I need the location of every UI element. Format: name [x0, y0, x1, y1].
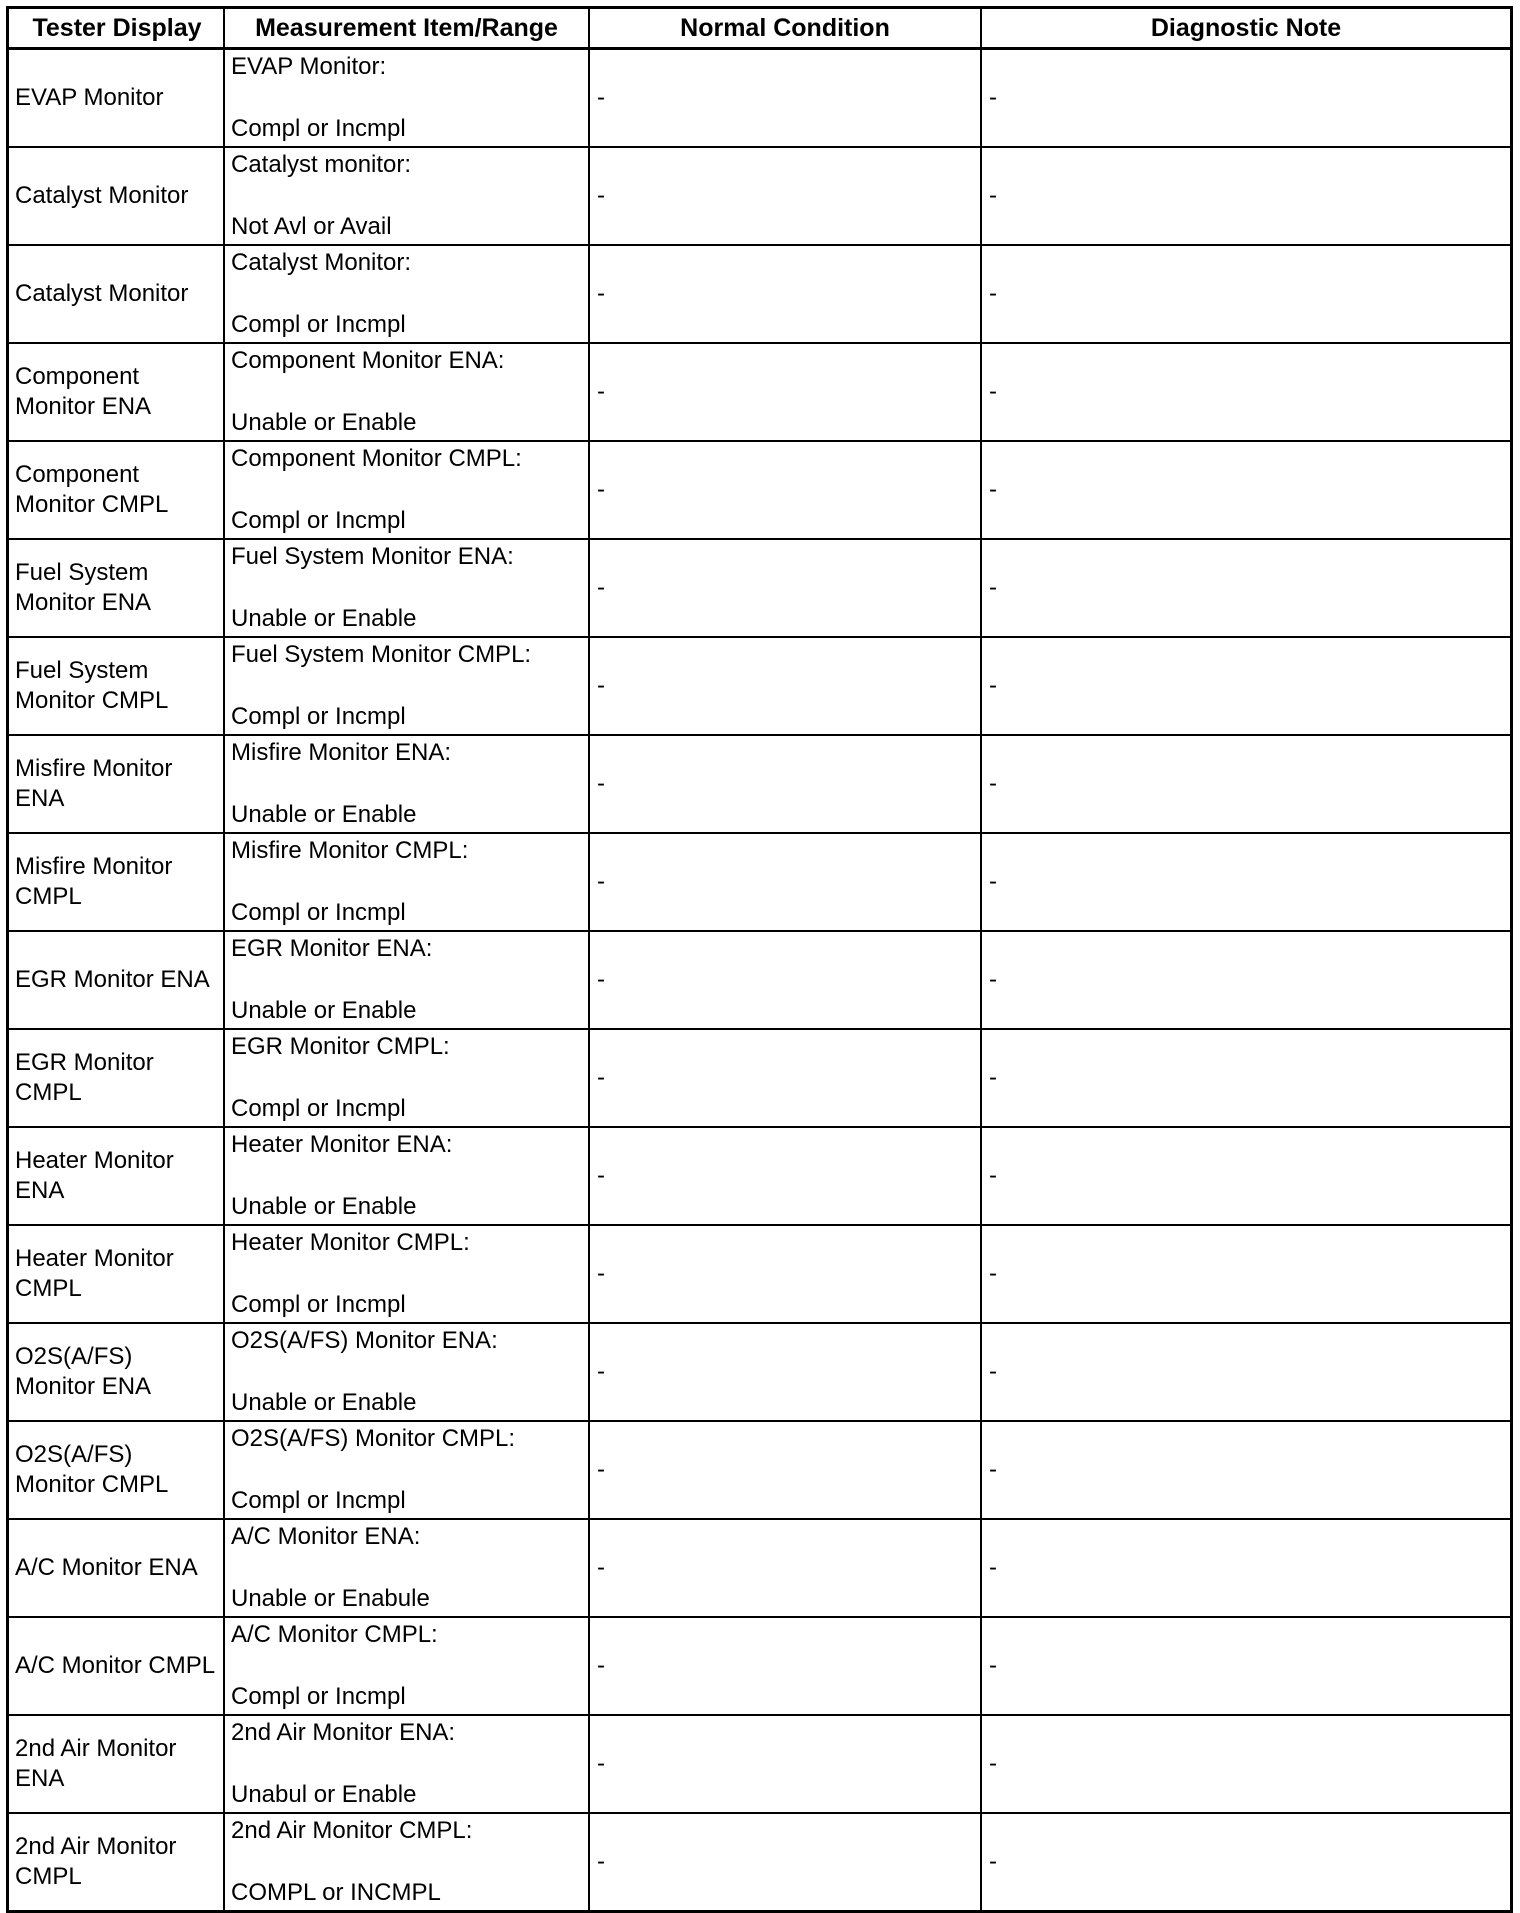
measurement-item-cell — [224, 833, 589, 931]
diagnostic-note-cell: - — [981, 1519, 1512, 1617]
table-row — [8, 1421, 1512, 1519]
tester-display-cell: Misfire Monitor ENA — [8, 735, 225, 833]
tester-display-cell: EGR Monitor CMPL — [8, 1029, 225, 1127]
normal-condition-cell: - — [589, 539, 981, 637]
table-row — [8, 343, 1512, 441]
normal-condition-cell: - — [589, 1029, 981, 1127]
tester-display-cell: Catalyst Monitor — [8, 245, 225, 343]
measurement-range: Unabul or Enable — [231, 1781, 417, 1808]
diagnostic-note-cell: - — [981, 1127, 1512, 1225]
table-row — [8, 1225, 1512, 1323]
tester-display-cell: Fuel System Monitor CMPL — [8, 637, 225, 735]
measurement-item-label: Catalyst monitor: — [231, 151, 412, 178]
table-row — [8, 637, 1512, 735]
measurement-item-cell — [224, 1715, 589, 1813]
measurement-range: Compl or Incmpl — [231, 507, 406, 534]
measurement-item-cell — [224, 637, 589, 735]
diagnostic-note-cell: - — [981, 1029, 1512, 1127]
measurement-item-label: 2nd Air Monitor ENA: — [231, 1719, 456, 1746]
measurement-range: Compl or Incmpl — [231, 1291, 406, 1318]
diagnostic-note-cell: - — [981, 147, 1512, 245]
measurement-item-label: Component Monitor CMPL: — [231, 445, 522, 472]
measurement-item-cell — [224, 539, 589, 637]
measurement-item-cell — [224, 49, 589, 148]
measurement-item-cell — [224, 1323, 589, 1421]
table-body — [8, 49, 1512, 1912]
measurement-range: Unable or Enable — [231, 605, 417, 632]
measurement-range: COMPL or INCMPL — [231, 1879, 441, 1906]
measurement-item-label: A/C Monitor ENA: — [231, 1523, 421, 1550]
normal-condition-cell: - — [589, 441, 981, 539]
diagnostic-note-cell: - — [981, 1323, 1512, 1421]
normal-condition-cell: - — [589, 833, 981, 931]
measurement-range: Compl or Incmpl — [231, 1095, 406, 1122]
tester-display-cell: Heater Monitor CMPL — [8, 1225, 225, 1323]
tester-display-cell: Fuel System Monitor ENA — [8, 539, 225, 637]
measurement-item-cell — [224, 441, 589, 539]
measurement-item-label: EVAP Monitor: — [231, 53, 387, 80]
normal-condition-cell: - — [589, 1127, 981, 1225]
measurement-item-cell — [224, 245, 589, 343]
table-row — [8, 441, 1512, 539]
tester-display-cell: 2nd Air Monitor ENA — [8, 1715, 225, 1813]
tester-display-cell: A/C Monitor ENA — [8, 1519, 225, 1617]
table-row — [8, 1127, 1512, 1225]
normal-condition-cell: - — [589, 637, 981, 735]
diagnostic-note-cell: - — [981, 1225, 1512, 1323]
measurement-item-cell — [224, 147, 589, 245]
tester-display-cell: Component Monitor ENA — [8, 343, 225, 441]
table-row — [8, 1617, 1512, 1715]
measurement-item-label: Catalyst Monitor: — [231, 249, 412, 276]
diagnostic-note-cell: - — [981, 245, 1512, 343]
table-row — [8, 735, 1512, 833]
measurement-range: Not Avl or Avail — [231, 213, 392, 240]
measurement-item-label: O2S(A/FS) Monitor CMPL: — [231, 1425, 516, 1452]
measurement-item-label: EGR Monitor CMPL: — [231, 1033, 450, 1060]
header-diagnostic-note: Diagnostic Note — [981, 8, 1512, 49]
measurement-item-cell — [224, 343, 589, 441]
normal-condition-cell: - — [589, 49, 981, 148]
diagnostic-note-cell: - — [981, 931, 1512, 1029]
measurement-item-cell — [224, 1813, 589, 1912]
table-row — [8, 931, 1512, 1029]
table-header-row — [8, 8, 1512, 49]
measurement-item-label: Fuel System Monitor ENA: — [231, 543, 514, 570]
measurement-item-cell — [224, 1029, 589, 1127]
measurement-range: Compl or Incmpl — [231, 1683, 406, 1710]
measurement-item-label: 2nd Air Monitor CMPL: — [231, 1817, 473, 1844]
tester-display-cell: 2nd Air Monitor CMPL — [8, 1813, 225, 1912]
diagnostic-note-cell: - — [981, 441, 1512, 539]
table-row — [8, 1813, 1512, 1912]
measurement-item-label: O2S(A/FS) Monitor ENA: — [231, 1327, 498, 1354]
normal-condition-cell: - — [589, 1617, 981, 1715]
normal-condition-cell: - — [589, 1715, 981, 1813]
diagnostic-note-cell: - — [981, 49, 1512, 148]
tester-display-cell: A/C Monitor CMPL — [8, 1617, 225, 1715]
normal-condition-cell: - — [589, 1519, 981, 1617]
tester-display-cell: EGR Monitor ENA — [8, 931, 225, 1029]
diagnostic-note-cell: - — [981, 735, 1512, 833]
measurement-range: Unable or Enable — [231, 997, 417, 1024]
measurement-range: Compl or Incmpl — [231, 899, 406, 926]
normal-condition-cell: - — [589, 1813, 981, 1912]
diagnostic-note-cell: - — [981, 539, 1512, 637]
table-row — [8, 1715, 1512, 1813]
table-row — [8, 1519, 1512, 1617]
measurement-item-label: Component Monitor ENA: — [231, 347, 505, 374]
measurement-item-cell — [224, 1225, 589, 1323]
normal-condition-cell: - — [589, 735, 981, 833]
normal-condition-cell: - — [589, 1323, 981, 1421]
tester-display-cell: EVAP Monitor — [8, 49, 225, 148]
normal-condition-cell: - — [589, 343, 981, 441]
header-normal-condition: Normal Condition — [589, 8, 981, 49]
tester-display-cell: O2S(A/FS) Monitor CMPL — [8, 1421, 225, 1519]
measurement-range: Compl or Incmpl — [231, 115, 406, 142]
normal-condition-cell: - — [589, 931, 981, 1029]
diagnostic-note-cell: - — [981, 1715, 1512, 1813]
measurement-item-label: Misfire Monitor CMPL: — [231, 837, 469, 864]
measurement-item-cell — [224, 1617, 589, 1715]
measurement-item-label: EGR Monitor ENA: — [231, 935, 433, 962]
data-list-table — [6, 6, 1513, 1913]
measurement-range: Unable or Enable — [231, 1389, 417, 1416]
measurement-item-cell — [224, 1127, 589, 1225]
measurement-range: Unable or Enable — [231, 409, 417, 436]
table-row — [8, 1029, 1512, 1127]
tester-display-cell: Heater Monitor ENA — [8, 1127, 225, 1225]
tester-display-cell: O2S(A/FS) Monitor ENA — [8, 1323, 225, 1421]
table-row — [8, 147, 1512, 245]
header-measurement-item: Measurement Item/Range — [224, 8, 589, 49]
measurement-range: Unable or Enable — [231, 1193, 417, 1220]
diagnostic-note-cell: - — [981, 1617, 1512, 1715]
measurement-item-cell — [224, 1421, 589, 1519]
normal-condition-cell: - — [589, 1421, 981, 1519]
normal-condition-cell: - — [589, 1225, 981, 1323]
measurement-item-cell — [224, 735, 589, 833]
table-row — [8, 49, 1512, 148]
table-row — [8, 1323, 1512, 1421]
measurement-item-label: Fuel System Monitor CMPL: — [231, 641, 532, 668]
measurement-range: Compl or Incmpl — [231, 1487, 406, 1514]
normal-condition-cell: - — [589, 245, 981, 343]
diagnostic-note-cell: - — [981, 343, 1512, 441]
tester-display-cell: Misfire Monitor CMPL — [8, 833, 225, 931]
measurement-item-label: Misfire Monitor ENA: — [231, 739, 452, 766]
diagnostic-note-cell: - — [981, 637, 1512, 735]
measurement-item-label: A/C Monitor CMPL: — [231, 1621, 438, 1648]
table-row — [8, 833, 1512, 931]
tester-display-cell: Component Monitor CMPL — [8, 441, 225, 539]
measurement-item-label: Heater Monitor ENA: — [231, 1131, 453, 1158]
measurement-item-cell — [224, 1519, 589, 1617]
diagnostic-note-cell: - — [981, 1813, 1512, 1912]
measurement-range: Unable or Enabule — [231, 1585, 430, 1612]
normal-condition-cell: - — [589, 147, 981, 245]
measurement-range: Compl or Incmpl — [231, 311, 406, 338]
diagnostic-note-cell: - — [981, 833, 1512, 931]
table-row — [8, 539, 1512, 637]
header-tester-display: Tester Display — [8, 8, 225, 49]
measurement-item-label: Heater Monitor CMPL: — [231, 1229, 470, 1256]
measurement-range: Compl or Incmpl — [231, 703, 406, 730]
measurement-item-cell — [224, 931, 589, 1029]
measurement-range: Unable or Enable — [231, 801, 417, 828]
tester-display-cell: Catalyst Monitor — [8, 147, 225, 245]
table-row — [8, 245, 1512, 343]
diagnostic-note-cell: - — [981, 1421, 1512, 1519]
